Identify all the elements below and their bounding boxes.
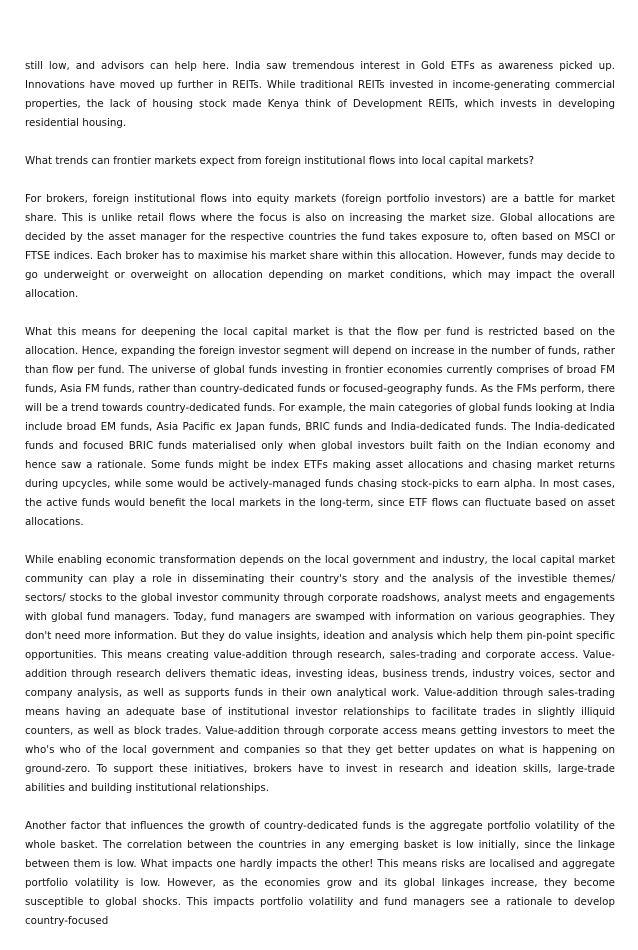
paragraph-advisors-reits: still low, and advisors can help here. India saw tremendous interest in Gold ETFs as awareness picked up. Innovations have moved up further in REITs. While traditional REITs invested in income-generating commercial properties, the lack of housing stock made Kenya think of Development REITs, which invests in developing residential housing.	[25, 60, 615, 129]
paragraph-market-share: For brokers, foreign institutional flows into equity markets (foreign portfolio investors) are a battle for market share. This is unlike retail flows where the focus is also on increasing the market size. Global allocations are decided by the asset manager for the respective countries the fund takes exposure to, often based on MSCI or FTSE indices. Each broker has to maximise his market share within this allocation. However, funds may decide to go underweight or overweight on allocation depending on market conditions, which may impact the overall allocation.	[25, 193, 615, 300]
question-heading: What trends can frontier markets expect from foreign institutional flows into local capital markets?	[25, 155, 535, 167]
paragraph-value-addition: While enabling economic transformation depends on the local government and industry, the local capital market community can play a role in disseminating their country's story and the analysis of the investible themes/ sectors/ stocks to the global investor community through corporate roadshows, analyst meets and engagements with global fund managers. Today, fund managers are swamped with information on various geographies. They don't need more information. But they do value insights, ideation and analysis which help them pin-point specific opportunities. This means creating value-addition through research, sales-trading and corporate access. Value-addition through research delivers thematic ideas, investing ideas, business trends, industry voices, sector and company analysis, as well as supports funds in their own analytical work. Value-addition through sales-trading means having an adequate base of institutional investor relationships to facilitate trades in slightly illiquid counters, as well as block trades. Value-addition through corporate access means getting investors to meet the who's who of the local government and companies so that they get better updates on what is happening on ground-zero. To support these initiatives, brokers have to invest in research and ideation skills, large-trade abilities and building institutional relationships.	[25, 554, 615, 794]
paragraph-flow-per-fund: What this means for deepening the local capital market is that the flow per fund is restricted based on the allocation. Hence, expanding the foreign investor segment will depend on increase in the number of funds, rather than flow per fund. The universe of global funds investing in frontier economies currently comprises of broad FM funds, Asia FM funds, rather than country-dedicated funds or focused-geography funds. As the FMs perform, there will be a trend towards country-dedicated funds. For example, the main categories of global funds looking at India include broad EM funds, Asia Pacific ex Japan funds, BRIC funds and India-dedicated funds. The India-dedicated funds and focused BRIC funds materialised only when global investors built faith on the Indian economy and hence saw a rationale. Some funds might be index ETFs making asset allocations and chasing market returns during upcycles, while some would be actively-managed funds chasing stock-picks to earn alpha. In most cases, the active funds would benefit the local markets in the long-term, since ETF flows can fluctuate based on asset allocations.	[25, 326, 615, 528]
document-page	[25, 57, 615, 950]
paragraph-portfolio-volatility: Another factor that influences the growth of country-dedicated funds is the aggregate portfolio volatility of the whole basket. The correlation between the countries in any emerging basket is low initially, since the linkage between them is low. What impacts one hardly impacts the other! This means risks are localised and aggregate portfolio volatility is low. However, as the economies grow and its global linkages increase, they become susceptible to global shocks. This impacts portfolio volatility and fund managers see a rationale to develop country-focused	[25, 820, 615, 927]
